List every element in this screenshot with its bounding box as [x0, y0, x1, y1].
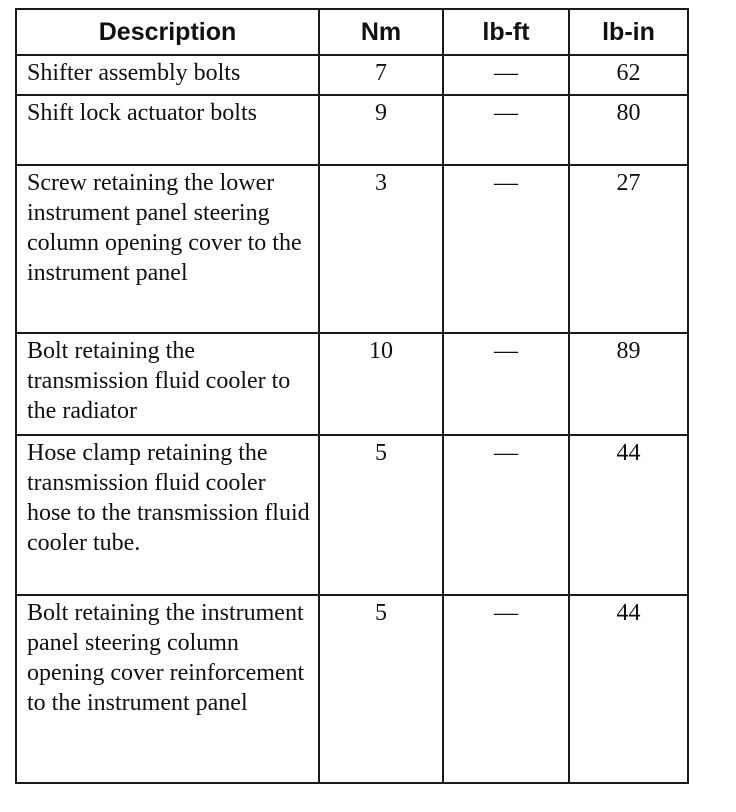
lbft-cell: — — [443, 595, 569, 783]
table-row — [16, 165, 688, 333]
lbin-cell: 44 — [569, 595, 688, 783]
lbft-cell: — — [443, 165, 569, 333]
column-header-lbft: lb-ft — [443, 9, 569, 55]
table-row — [16, 333, 688, 435]
column-header-description: Description — [16, 9, 319, 55]
column-header-nm: Nm — [319, 9, 443, 55]
column-header-lbin: lb-in — [569, 9, 688, 55]
table-row — [16, 95, 688, 165]
description-cell: Shift lock actuator bolts — [16, 95, 319, 165]
description-cell: Bolt retaining the transmission fluid cooler to the radiator — [16, 333, 319, 435]
torque-specification-table — [15, 8, 689, 784]
nm-cell: 9 — [319, 95, 443, 165]
description-cell: Bolt retaining the instrument panel steering column opening cover reinforcement to the instrument panel — [16, 595, 319, 783]
table-row — [16, 595, 688, 783]
description-cell: Hose clamp retaining the transmission fluid cooler hose to the transmission fluid cooler tube. — [16, 435, 319, 595]
description-cell: Shifter assembly bolts — [16, 55, 319, 95]
table-header-row — [16, 9, 688, 55]
description-cell: Screw retaining the lower instrument panel steering column opening cover to the instrument panel — [16, 165, 319, 333]
nm-cell: 3 — [319, 165, 443, 333]
lbin-cell: 62 — [569, 55, 688, 95]
lbft-cell: — — [443, 55, 569, 95]
table-row — [16, 55, 688, 95]
lbin-cell: 44 — [569, 435, 688, 595]
nm-cell: 5 — [319, 595, 443, 783]
lbft-cell: — — [443, 333, 569, 435]
nm-cell: 7 — [319, 55, 443, 95]
lbin-cell: 80 — [569, 95, 688, 165]
nm-cell: 10 — [319, 333, 443, 435]
nm-cell: 5 — [319, 435, 443, 595]
table-row — [16, 435, 688, 595]
lbin-cell: 89 — [569, 333, 688, 435]
lbin-cell: 27 — [569, 165, 688, 333]
lbft-cell: — — [443, 435, 569, 595]
lbft-cell: — — [443, 95, 569, 165]
